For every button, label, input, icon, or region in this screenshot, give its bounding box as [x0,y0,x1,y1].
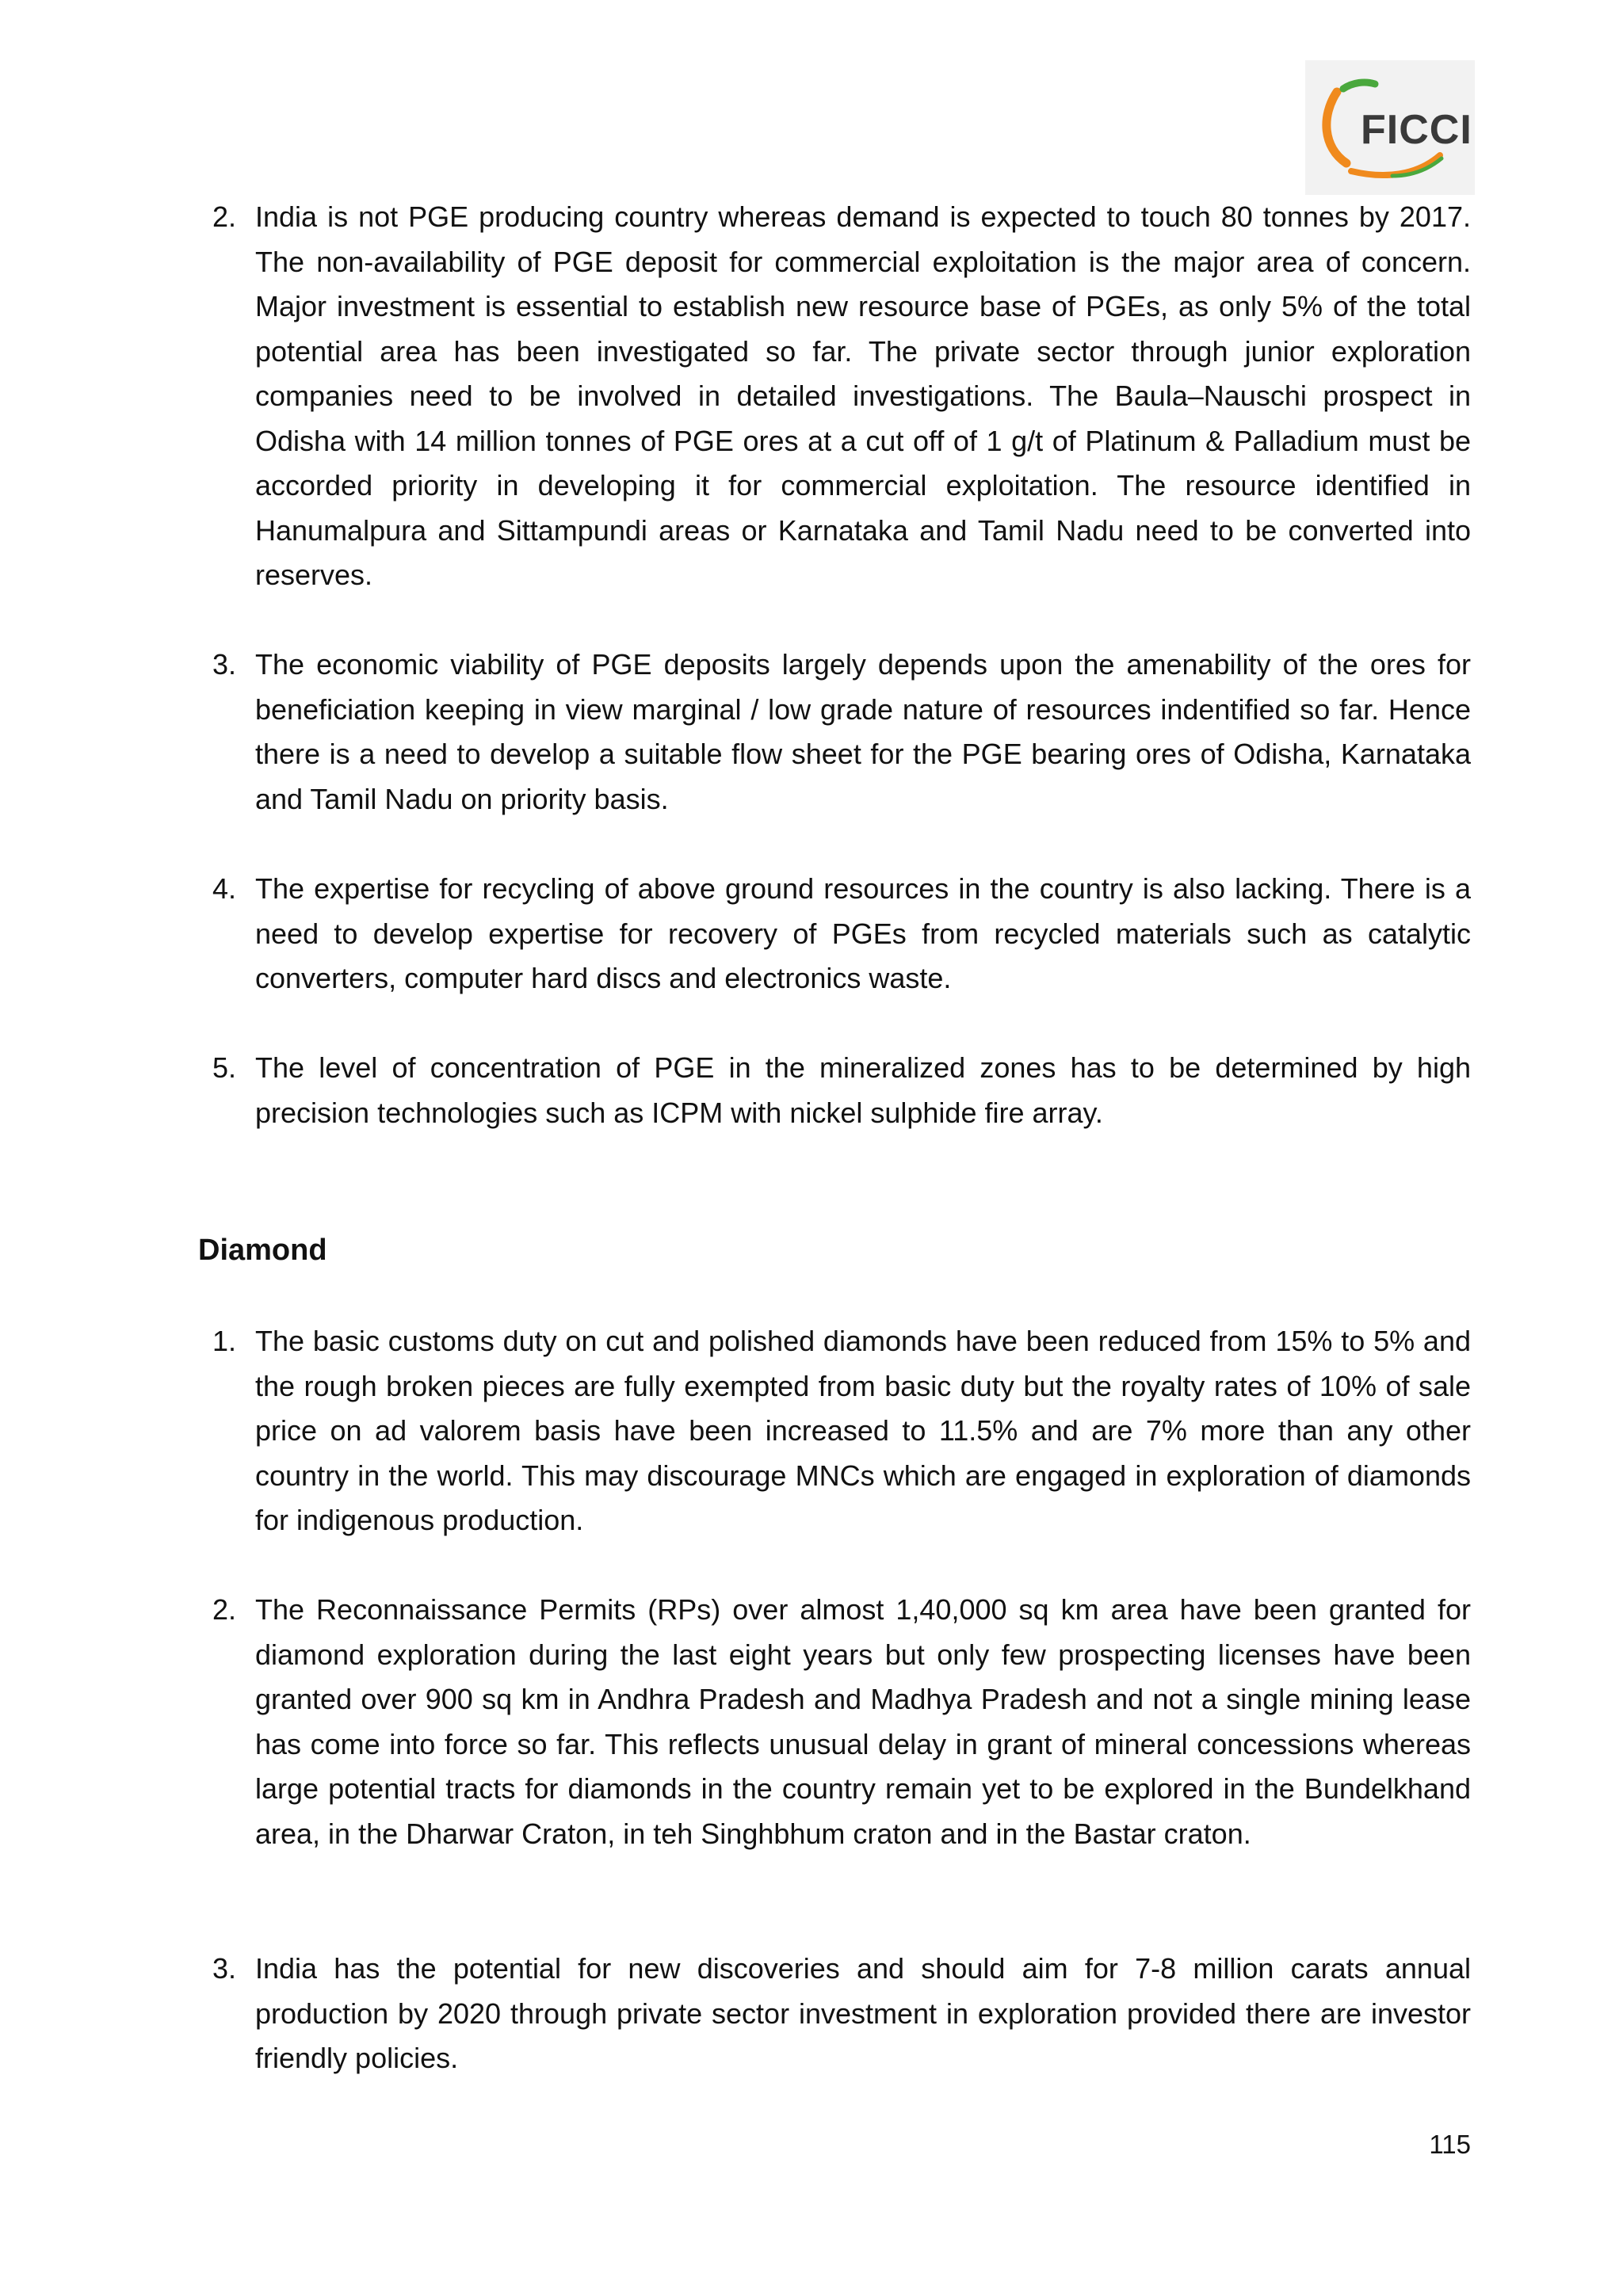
list-number: 2. [212,1593,237,1626]
list-item-text: The expertise for recycling of above ground resources in the country is also lacking. There is a need to develop expertise for recovery of PGEs from recycled materials such as catalytic converters, computer hard discs and electronics waste. [255,872,1471,994]
ficci-logo [1305,60,1475,195]
list-item-text: The basic customs duty on cut and polished diamonds have been reduced from 15% to 5% and the rough broken pieces are fully exempted from basic duty but the royalty rates of 10% of sale price on ad valorem basis have been increased to 11.5% and are 7% more than any other country in the world. This may discourage MNCs which are engaged in exploration of diamonds for indigenous production. [255,1325,1471,1536]
list-item-text: India is not PGE producing country whereas demand is expected to touch 80 tonnes by 2017. The non-availability of PGE deposit for commercial exploitation is the major area of concern. Major investment is essential to establish new resource base of PGEs, as only 5% of the total potential area has been investigated so far. The private sector through junior exploration companies need to be involved in detailed investigations. The Baula–Nauschi prospect in Odisha with 14 million tonnes of PGE ores at a cut off of 1 g/t of Platinum & Palladium must be accorded priority in developing it for commercial exploitation. The resource identified in Hanumalpura and Sittampundi areas or Karnataka and Tamil Nadu need to be converted into reserves. [255,200,1471,591]
list-number: 2. [212,200,237,233]
list-number: 3. [212,1952,237,1985]
list-item-text: India has the potential for new discoveries and should aim for 7-8 million carats annual production by 2020 through private sector investment in exploration provided there are investor friendly policies. [255,1952,1471,2074]
list-number: 1. [212,1325,237,1357]
list-number: 5. [212,1051,237,1084]
section-heading-diamond: Diamond [198,1234,327,1267]
list-item-text: The economic viability of PGE deposits largely depends upon the amenability of the ores for beneficiation keeping in view marginal / low grade nature of resources indentified so far. Hence there is a need to develop a suitable flow sheet for the PGE bearing ores of Odisha, Karnataka and Tamil Nadu on priority basis. [255,648,1471,815]
ficci-logo-text: FICCI [1361,107,1472,153]
list-number: 3. [212,648,237,681]
list-item-text: The level of concentration of PGE in the mineralized zones has to be determined by high precision technologies such as ICPM with nickel sulphide fire array. [255,1051,1471,1129]
page-number: 115 [1429,2130,1471,2159]
list-number: 4. [212,872,237,905]
list-item-text: The Reconnaissance Permits (RPs) over almost 1,40,000 sq km area have been granted for diamond exploration during the last eight years but only few prospecting licenses have been granted over 900 sq km in Andhra Pradesh and Madhya Pradesh and not a single mining lease has come into force so far. This reflects unusual delay in grant of mineral concessions whereas large potential tracts for diamonds in the country remain yet to be explored in the Bundelkhand area, in the Dharwar Craton, in teh Singhbhum craton and in the Bastar craton. [255,1593,1471,1850]
